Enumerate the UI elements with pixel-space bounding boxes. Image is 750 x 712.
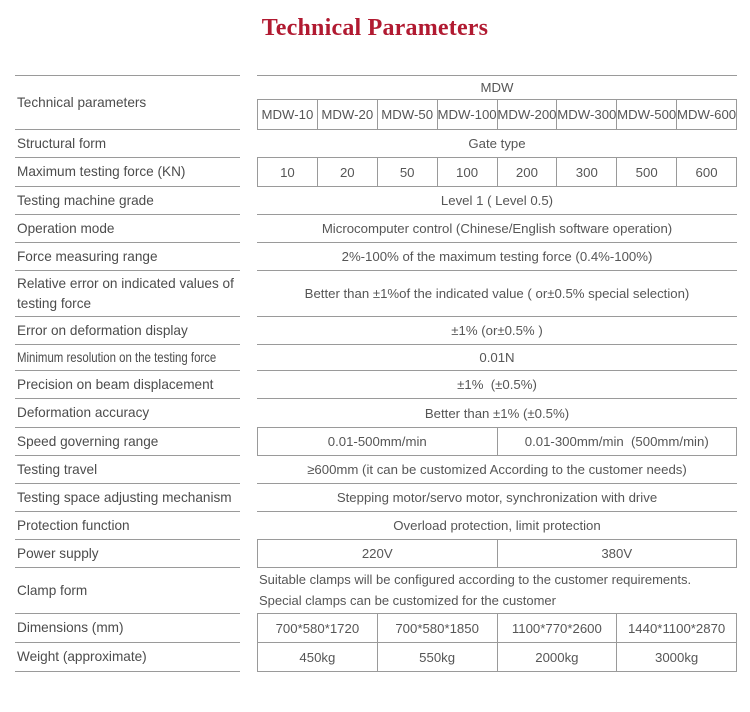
- table-cell: MDW-100: [437, 100, 497, 129]
- table-cell: 500: [616, 158, 676, 186]
- table-cell: 2%-100% of the maximum testing force (0.4%-100%): [341, 249, 653, 264]
- table-row: [15, 399, 737, 428]
- row-values: [257, 456, 737, 484]
- table-cell: 0.01-300mm/min (500mm/min): [497, 428, 737, 455]
- row-label: Force measuring range: [15, 243, 240, 271]
- row-label: Maximum testing force (KN): [15, 158, 240, 187]
- row-label: Dimensions (mm): [15, 614, 240, 643]
- table-cell: 10: [280, 164, 295, 180]
- row-values: [257, 317, 737, 345]
- table-cell: MDW-300: [556, 100, 616, 129]
- table-cell: 380V: [497, 540, 737, 567]
- table-cell: ±1% (±0.5%): [457, 377, 537, 392]
- column-gutter: [240, 317, 257, 345]
- table-row: [15, 643, 737, 672]
- table-cell: ±1% (or±0.5% ): [451, 323, 543, 338]
- table-cell: 300: [556, 158, 616, 186]
- column-gutter: [240, 215, 257, 243]
- row-values: [257, 345, 737, 371]
- column-gutter: [240, 540, 257, 568]
- table-row: [15, 484, 737, 512]
- column-gutter: [240, 484, 257, 512]
- row-label: Speed governing range: [15, 428, 240, 456]
- row-values: [257, 399, 737, 428]
- table-cell: 0.01-500mm/min: [327, 434, 427, 449]
- table-row: [15, 345, 737, 371]
- column-gutter: [240, 371, 257, 399]
- row-label: Power supply: [15, 540, 240, 568]
- table-row: [15, 568, 737, 614]
- row-label: Error on deformation display: [15, 317, 240, 345]
- column-gutter: [240, 75, 257, 130]
- table-cell: Better than ±1% (±0.5%): [424, 405, 570, 421]
- row-values: [257, 512, 737, 540]
- table-cell: 700*580*1850: [377, 614, 497, 642]
- row-values: [257, 568, 737, 614]
- series-group-row: [257, 75, 737, 100]
- row-label: Structural form: [15, 130, 240, 158]
- column-gutter: [240, 643, 257, 672]
- column-gutter: [240, 243, 257, 271]
- table-cell: 700*580*1720: [275, 620, 360, 636]
- table-cell: 550kg: [377, 643, 497, 671]
- row-label: [15, 345, 240, 371]
- page-title: Technical Parameters: [261, 15, 489, 41]
- row-label: Weight (approximate): [15, 643, 240, 672]
- row-values: [257, 187, 737, 215]
- row-label: Testing travel: [15, 456, 240, 484]
- row-values: [257, 371, 737, 399]
- table-cell: 1100*770*2600: [497, 614, 617, 642]
- row-label: Testing space adjusting mechanism: [15, 484, 240, 512]
- table-row: [15, 158, 737, 187]
- column-gutter: [240, 428, 257, 456]
- row-values: [257, 643, 737, 672]
- table-cell: Stepping motor/servo motor, synchronization with drive: [336, 490, 658, 505]
- row-values: [257, 271, 737, 317]
- row-values: [257, 243, 737, 271]
- row-values: [257, 614, 737, 643]
- table-cell: 20: [317, 158, 377, 186]
- table-row: [15, 243, 737, 271]
- column-gutter: [240, 130, 257, 158]
- table-cell: 3000kg: [616, 643, 736, 671]
- row-label: Operation mode: [15, 215, 240, 243]
- column-gutter: [240, 568, 257, 614]
- table-row: [15, 512, 737, 540]
- table-row: [15, 317, 737, 345]
- table-cell: Suitable clamps will be configured according to the customer requirements. Special clamps can be customized for the customer: [259, 571, 692, 608]
- table-row: [15, 456, 737, 484]
- table-row: [15, 130, 737, 158]
- row-values: [257, 540, 737, 568]
- table-cell: 2000kg: [497, 643, 617, 671]
- table-cell: MDW-10: [261, 107, 314, 122]
- row-label: Clamp form: [15, 568, 240, 614]
- column-gutter: [240, 158, 257, 187]
- column-gutter: [240, 512, 257, 540]
- row-label: Testing machine grade: [15, 187, 240, 215]
- table-row: [15, 187, 737, 215]
- table-cell: 50: [377, 158, 437, 186]
- row-label: Precision on beam displacement: [15, 371, 240, 399]
- table-row: [15, 371, 737, 399]
- table-cell: MDW-200: [497, 100, 557, 129]
- column-gutter: [240, 187, 257, 215]
- table-cell: 600: [676, 158, 736, 186]
- table-cell: 200: [497, 158, 557, 186]
- table-row-header: [15, 75, 737, 130]
- table-cell: ≥600mm (it can be customized According to the customer needs): [307, 462, 687, 477]
- table-row: [15, 428, 737, 456]
- table-cell: Better than ±1%of the indicated value ( or±0.5% special selection): [304, 286, 690, 301]
- row-label: Technical parameters: [15, 75, 240, 130]
- column-gutter: [240, 271, 257, 317]
- column-gutter: [240, 456, 257, 484]
- column-gutter: [240, 345, 257, 371]
- table-cell: Level 1 ( Level 0.5): [440, 193, 554, 208]
- table-cell: 450kg: [299, 649, 336, 665]
- model-header-row: [257, 100, 737, 130]
- row-label: Deformation accuracy: [15, 399, 240, 428]
- column-gutter: [240, 399, 257, 428]
- row-label-text: Minimum resolution on the testing force: [17, 349, 217, 365]
- table-row: [15, 271, 737, 317]
- table-cell: Overload protection, limit protection: [393, 518, 601, 533]
- column-gutter: [240, 614, 257, 643]
- table-cell: Gate type: [468, 136, 526, 151]
- table-cell: Microcomputer control (Chinese/English software operation): [321, 221, 673, 236]
- header-values: [257, 75, 737, 130]
- row-values: [257, 158, 737, 187]
- row-values: [257, 130, 737, 158]
- table-cell: MDW-600: [676, 100, 736, 129]
- row-values: [257, 215, 737, 243]
- table-cell: 1440*1100*2870: [616, 614, 736, 642]
- table-cell: 100: [437, 158, 497, 186]
- table-cell: MDW-50: [377, 100, 437, 129]
- row-values: [257, 484, 737, 512]
- table-cell: 0.01N: [479, 350, 515, 365]
- series-group-name: MDW: [480, 80, 514, 95]
- table-row: [15, 614, 737, 643]
- table-cell: 220V: [361, 546, 393, 561]
- table-row: [15, 215, 737, 243]
- table-row: [15, 540, 737, 568]
- row-label: Protection function: [15, 512, 240, 540]
- table-cell: MDW-20: [317, 100, 377, 129]
- row-label: Relative error on indicated values of testing force: [15, 271, 240, 317]
- table-cell: MDW-500: [616, 100, 676, 129]
- spec-table: [15, 75, 737, 672]
- row-values: [257, 428, 737, 456]
